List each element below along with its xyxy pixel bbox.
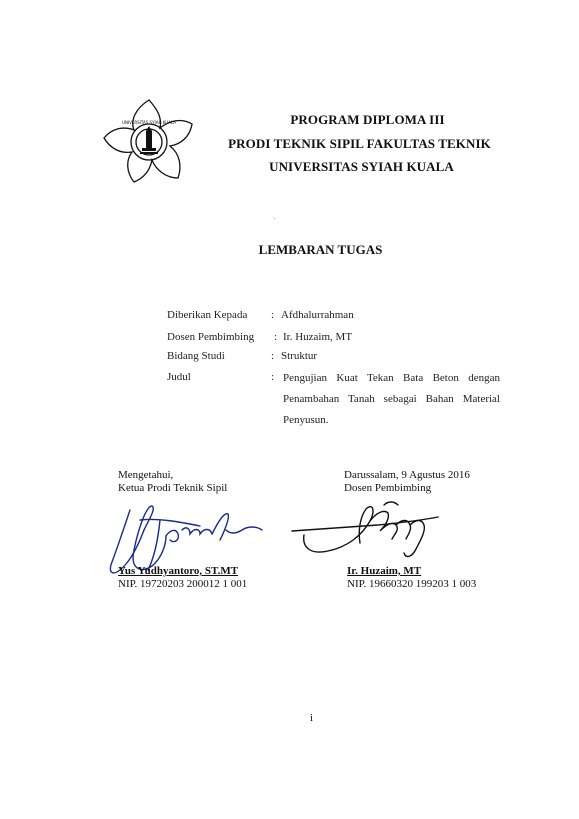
header-line-1: PROGRAM DIPLOMA III <box>290 112 445 127</box>
field-colon-judul: : <box>271 371 275 383</box>
right-sig-line2: Dosen Pembimbing <box>344 482 432 494</box>
sheet-title: LEMBARAN TUGAS <box>258 242 383 257</box>
field-label-dosen: Dosen Pembimbing <box>167 331 255 343</box>
field-label-diberikan: Diberikan Kepada <box>167 309 248 321</box>
left-sig-name: Yus Yudhyantoro, ST.MT <box>118 565 239 577</box>
field-colon-dosen: : <box>274 331 278 343</box>
header-line-3: UNIVERSITAS SYIAH KUALA <box>269 159 454 174</box>
left-sig-line2: Ketua Prodi Teknik Sipil <box>118 482 228 494</box>
right-sig-line1: Darussalam, 9 Agustus 2016 <box>344 469 470 481</box>
right-sig-nip: NIP. 19660320 199203 1 003 <box>347 578 477 590</box>
field-colon-diberikan: : <box>271 309 275 321</box>
left-sig-nip: NIP. 19720203 200012 1 001 <box>118 578 248 590</box>
right-sig-name: Ir. Huzaim, MT <box>347 565 422 577</box>
header-line-2: PRODI TEKNIK SIPIL FAKULTAS TEKNIK <box>228 136 491 151</box>
field-value-dosen: Ir. Huzaim, MT <box>283 331 353 343</box>
divider-dot <box>274 218 275 219</box>
field-value-bidang: Struktur <box>281 350 318 362</box>
field-value-diberikan: Afdhalurrahman <box>281 309 354 321</box>
svg-text:UNIVERSITAS SYIAH KUALA: UNIVERSITAS SYIAH KUALA <box>122 120 176 125</box>
left-sig-line1: Mengetahui, <box>118 469 174 481</box>
right-handwritten-signature <box>288 495 448 565</box>
field-label-judul: Judul <box>167 371 191 383</box>
page-number: i <box>309 712 314 724</box>
field-label-bidang: Bidang Studi <box>167 350 225 362</box>
field-value-judul: Pengujian Kuat Tekan Bata Beton dengan Penambahan Tanah sebagai Bahan Material Penyusun. <box>283 372 500 426</box>
field-colon-bidang: : <box>271 350 275 362</box>
